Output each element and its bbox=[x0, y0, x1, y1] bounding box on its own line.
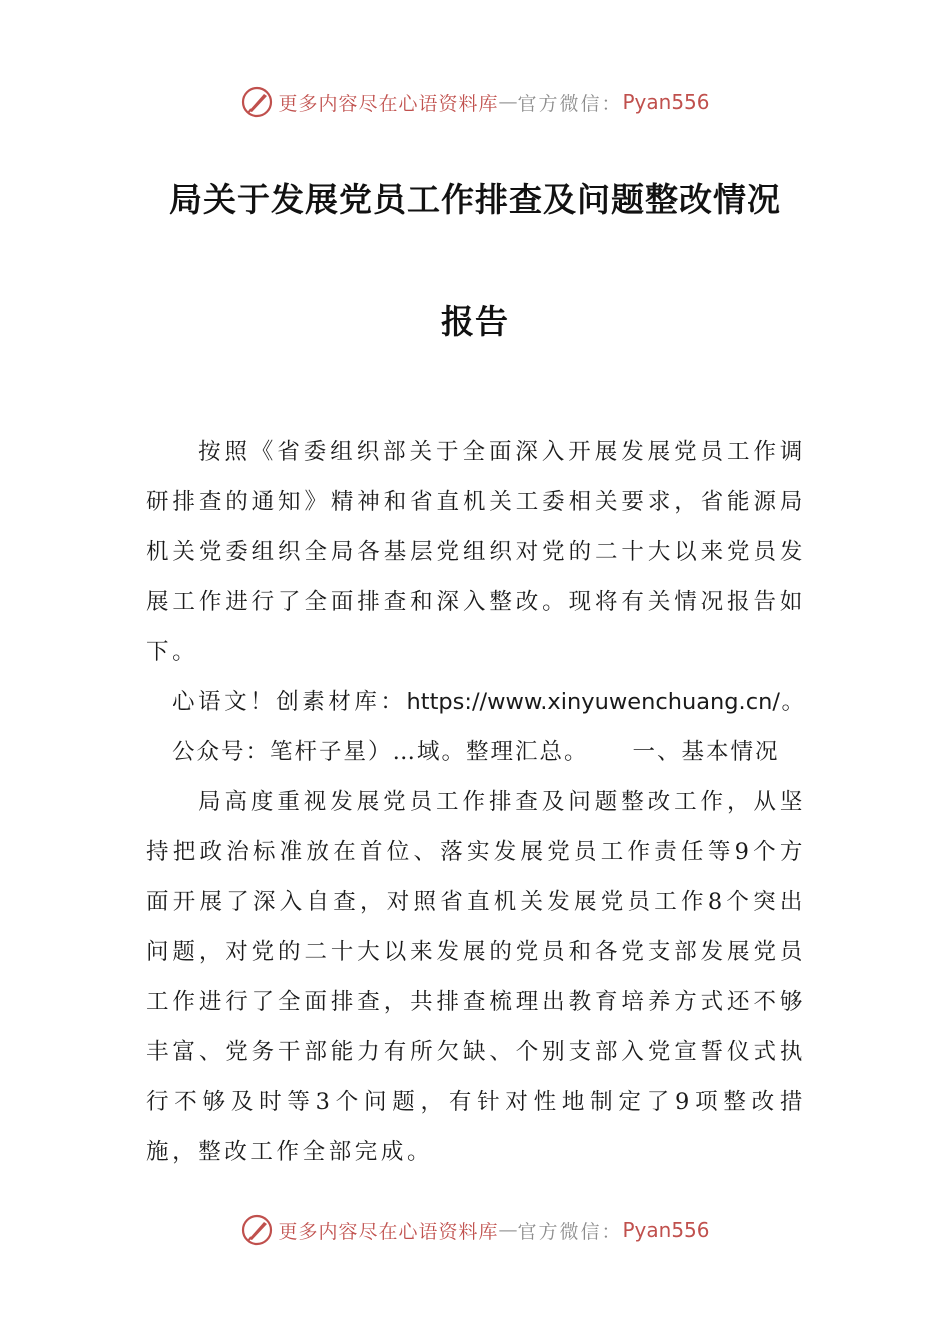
header-banner bbox=[0, 82, 950, 122]
footer-wechat-label: 官方微信： bbox=[517, 1220, 623, 1243]
footer-banner bbox=[0, 1210, 950, 1250]
source-note-prefix: 心语文！创素材库： bbox=[172, 689, 407, 715]
source-note-url: https://www.xinyuwenchuang.cn/ bbox=[406, 689, 780, 715]
section-heading: 一、基本情况 bbox=[632, 739, 780, 765]
banner-wechat-id: Pyan556 bbox=[622, 90, 710, 114]
document-title-line-2: 报告 bbox=[441, 302, 509, 341]
footer-wechat-id: Pyan556 bbox=[622, 1218, 710, 1242]
banner-wechat-label: 官方微信： bbox=[517, 92, 623, 115]
document-title-line-1: 局关于发展党员工作排查及问题整改情况 bbox=[169, 180, 781, 219]
banner-brand-text: 更多内容尽在心语资料库 bbox=[278, 92, 499, 115]
intro-paragraph: 按照《省委组织部关于全面深入开展发展党员工作调研排查的通知》精神和省直机关工委相关要求，省能源局机关党委组织全局各基层党组织对党的二十大以来党员发展工作进行了全面排查和深入整改。现将有关情况报告如下。 bbox=[146, 439, 806, 665]
document-body bbox=[146, 427, 806, 1177]
quill-logo-icon bbox=[240, 1213, 274, 1247]
source-note bbox=[146, 677, 806, 777]
footer-dash: — bbox=[498, 1219, 518, 1241]
footer-brand-text: 更多内容尽在心语资料库 bbox=[278, 1220, 499, 1243]
banner-dash: — bbox=[498, 91, 518, 113]
source-note-suffix: 。公众号：笔杆子星）…域。整理汇总。 bbox=[172, 689, 806, 765]
quill-logo-icon bbox=[240, 85, 274, 119]
basic-situation-paragraph: 局高度重视发展党员工作排查及问题整改工作，从坚持把政治标准放在首位、落实发展党员工作责任等9个方面开展了深入自查，对照省直机关发展党员工作8个突出问题，对党的二十大以来发展的党员和各党支部发展党员工作进行了全面排查，共排查梳理出教育培养方式还不够丰富、党务干部能力有所欠缺、个别支部入党宣誓仪式执行不够及时等3个问题，有针对性地制定了9项整改措施，整改工作全部完成。 bbox=[146, 789, 806, 1165]
